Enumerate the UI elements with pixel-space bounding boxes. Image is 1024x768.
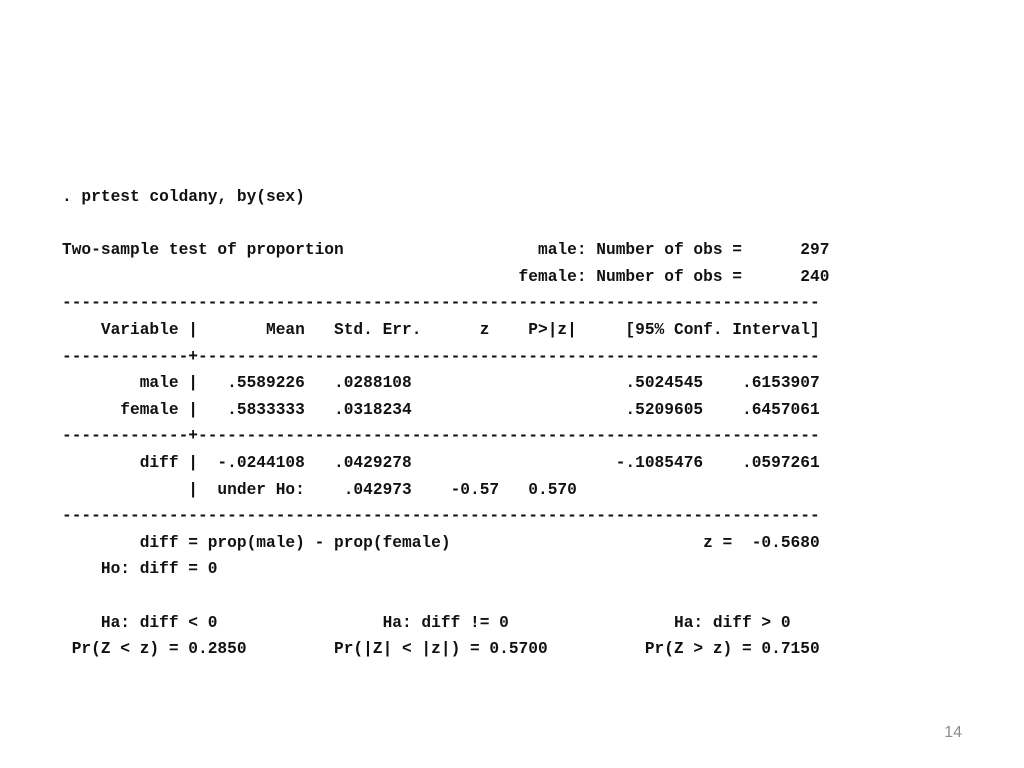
column-header-line: Variable | Mean Std. Err. z P>|z| [95% Conf. Interval] [62,320,820,339]
divider-line: -------------+---------------------------------------------------------------- [62,347,820,366]
divider-line: -------------+---------------------------------------------------------------- [62,427,820,446]
null-hypothesis-line: Ho: diff = 0 [62,560,218,579]
blank-line [62,211,829,238]
alternative-hypotheses-line: Ha: diff < 0 Ha: diff != 0 Ha: diff > 0 [62,613,791,632]
diff-definition-line: diff = prop(male) - prop(female) z = -0.5680 [62,533,820,552]
blank-line [62,583,829,610]
table-row-male: male | .5589226 .0288108 .5024545 .6153907 [62,374,820,393]
p-values-line: Pr(Z < z) = 0.2850 Pr(|Z| < |z|) = 0.5700 Pr(Z > z) = 0.7150 [62,640,820,659]
test-title-line: Two-sample test of proportion male: Number of obs = 297 [62,241,830,260]
table-row-diff: diff | -.0244108 .0429278 -.1085476 .0597261 [62,453,820,472]
table-row-female: female | .5833333 .0318234 .5209605 .6457061 [62,400,820,419]
divider-line: ------------------------------------------------------------------------------ [62,294,820,313]
table-row-under-ho: | under Ho: .042973 -0.57 0.570 [62,480,577,499]
command-line: . prtest coldany, by(sex) [62,188,305,206]
slide-number: 14 [944,724,962,741]
female-obs-line: female: Number of obs = 240 [62,267,830,286]
stata-output [62,184,829,663]
divider-line: ------------------------------------------------------------------------------ [62,507,820,526]
